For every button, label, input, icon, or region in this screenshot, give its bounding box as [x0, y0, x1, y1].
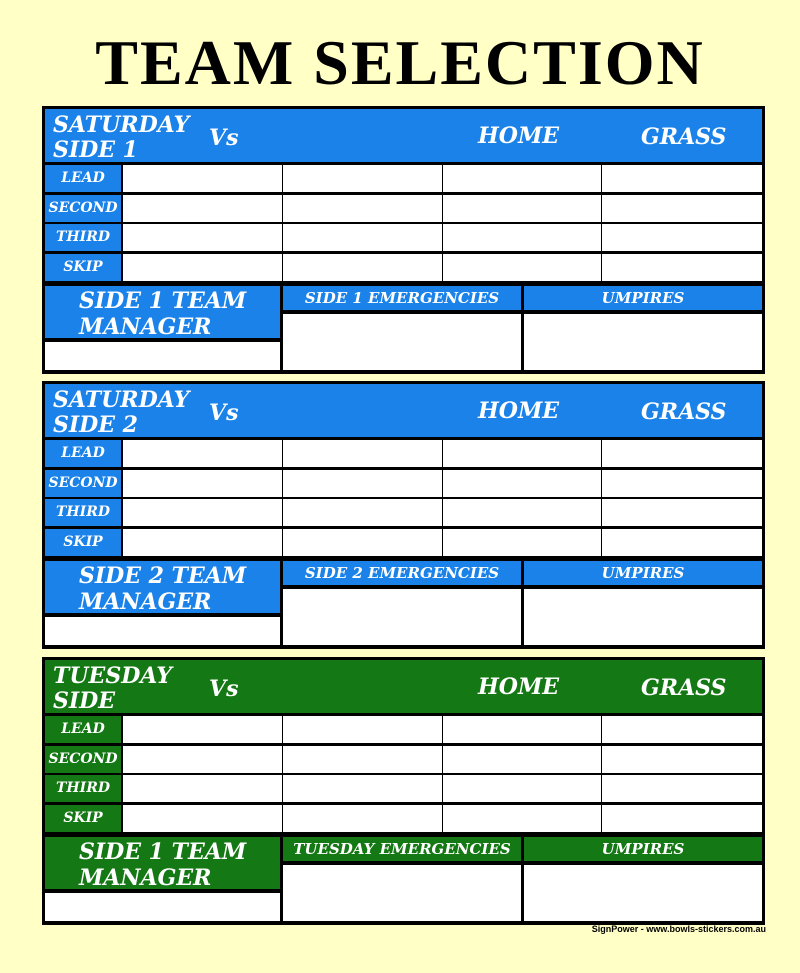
player-name-field[interactable] — [283, 499, 442, 526]
entry-field[interactable] — [45, 893, 280, 921]
player-name-field[interactable] — [602, 716, 762, 743]
panel-header — [45, 109, 762, 162]
player-name-field[interactable] — [602, 775, 762, 802]
umpires-header: UMPIRES — [524, 837, 762, 861]
side-name — [53, 664, 172, 714]
entry-field[interactable] — [45, 617, 280, 645]
page-title: TEAM SELECTION — [95, 27, 705, 98]
player-name-field[interactable] — [123, 746, 282, 773]
entry-field[interactable] — [283, 893, 521, 921]
entry-field[interactable] — [283, 342, 521, 370]
home-label: HOME — [478, 674, 560, 700]
position-label: THIRD — [45, 775, 121, 802]
team-panel — [42, 381, 765, 649]
side-name-line-1: SATURDAY — [53, 387, 190, 413]
entry-field[interactable] — [283, 865, 521, 893]
player-name-field[interactable] — [443, 195, 601, 222]
player-name-field[interactable] — [443, 440, 601, 467]
vs-label: Vs — [209, 400, 239, 426]
side-name-line-2: SIDE 1 — [53, 137, 138, 163]
player-name-field[interactable] — [443, 499, 601, 526]
manager-line-1: SIDE 1 TEAM — [79, 839, 247, 865]
player-name-field[interactable] — [123, 775, 282, 802]
manager-line-2: MANAGER — [79, 589, 212, 615]
position-label: SECOND — [45, 746, 121, 773]
position-label: LEAD — [45, 440, 121, 467]
player-name-field[interactable] — [123, 529, 282, 556]
player-name-field[interactable] — [283, 775, 442, 802]
entry-field[interactable] — [524, 617, 762, 645]
manager-line-2: MANAGER — [79, 865, 212, 891]
player-name-field[interactable] — [602, 254, 762, 281]
player-name-field[interactable] — [123, 499, 282, 526]
home-label: HOME — [478, 123, 560, 149]
team-manager-label — [45, 837, 280, 889]
player-name-field[interactable] — [283, 716, 442, 743]
side-name — [53, 113, 189, 163]
player-name-field[interactable] — [283, 254, 442, 281]
team-panel — [42, 106, 765, 374]
position-label: SECOND — [45, 470, 121, 497]
entry-field[interactable] — [524, 893, 762, 921]
player-name-field[interactable] — [123, 254, 282, 281]
player-name-field[interactable] — [602, 529, 762, 556]
player-name-field[interactable] — [123, 470, 282, 497]
player-name-field[interactable] — [123, 716, 282, 743]
player-name-field[interactable] — [283, 470, 442, 497]
grass-label: GRASS — [641, 675, 727, 701]
player-name-field[interactable] — [443, 254, 601, 281]
position-label: SKIP — [45, 529, 121, 556]
player-name-field[interactable] — [283, 224, 442, 251]
player-name-field[interactable] — [283, 165, 442, 192]
umpires-header: UMPIRES — [524, 286, 762, 310]
umpires-header: UMPIRES — [524, 561, 762, 585]
position-label: SKIP — [45, 254, 121, 281]
entry-field[interactable] — [524, 589, 762, 617]
player-name-field[interactable] — [443, 716, 601, 743]
position-label: THIRD — [45, 224, 121, 251]
player-name-field[interactable] — [443, 224, 601, 251]
player-name-field[interactable] — [283, 746, 442, 773]
player-name-field[interactable] — [283, 529, 442, 556]
player-name-field[interactable] — [602, 224, 762, 251]
player-name-field[interactable] — [443, 805, 601, 832]
player-name-field[interactable] — [283, 805, 442, 832]
player-name-field[interactable] — [123, 805, 282, 832]
player-name-field[interactable] — [123, 195, 282, 222]
player-name-field[interactable] — [602, 805, 762, 832]
side-name-line-2: SIDE — [53, 688, 116, 714]
player-name-field[interactable] — [283, 195, 442, 222]
entry-field[interactable] — [524, 865, 762, 893]
position-label: SECOND — [45, 195, 121, 222]
player-name-field[interactable] — [123, 440, 282, 467]
panel-header — [45, 384, 762, 437]
player-name-field[interactable] — [602, 165, 762, 192]
entry-field[interactable] — [524, 342, 762, 370]
grass-label: GRASS — [641, 399, 727, 425]
entry-field[interactable] — [45, 342, 280, 370]
entry-field[interactable] — [524, 314, 762, 342]
emergencies-header: TUESDAY EMERGENCIES — [283, 837, 521, 861]
vs-label: Vs — [209, 676, 239, 702]
player-name-field[interactable] — [443, 529, 601, 556]
player-name-field[interactable] — [443, 775, 601, 802]
player-name-field[interactable] — [602, 470, 762, 497]
position-label: LEAD — [45, 165, 121, 192]
entry-field[interactable] — [283, 589, 521, 617]
manager-line-1: SIDE 2 TEAM — [79, 563, 247, 589]
emergencies-header: SIDE 1 EMERGENCIES — [283, 286, 521, 310]
grass-label: GRASS — [641, 124, 727, 150]
footer-credit: SignPower - www.bowls-stickers.com.au — [591, 924, 766, 934]
home-label: HOME — [478, 398, 560, 424]
player-name-field[interactable] — [443, 746, 601, 773]
player-name-field[interactable] — [123, 165, 282, 192]
player-name-field[interactable] — [602, 499, 762, 526]
side-name-line-1: SATURDAY — [53, 112, 190, 138]
player-name-field[interactable] — [443, 165, 601, 192]
vs-label: Vs — [209, 125, 239, 151]
manager-line-2: MANAGER — [79, 314, 212, 340]
position-label: SKIP — [45, 805, 121, 832]
side-name-line-2: SIDE 2 — [53, 412, 138, 438]
player-name-field[interactable] — [283, 440, 442, 467]
side-name-line-1: TUESDAY — [53, 663, 172, 689]
player-name-field[interactable] — [443, 470, 601, 497]
side-name — [53, 388, 189, 438]
position-label: THIRD — [45, 499, 121, 526]
manager-line-1: SIDE 1 TEAM — [79, 288, 247, 314]
player-name-field[interactable] — [123, 224, 282, 251]
team-panel — [42, 657, 765, 925]
emergencies-header: SIDE 2 EMERGENCIES — [283, 561, 521, 585]
player-name-field[interactable] — [602, 195, 762, 222]
player-name-field[interactable] — [602, 746, 762, 773]
entry-field[interactable] — [283, 314, 521, 342]
panel-header — [45, 660, 762, 713]
team-manager-label — [45, 286, 280, 338]
entry-field[interactable] — [283, 617, 521, 645]
position-label: LEAD — [45, 716, 121, 743]
team-manager-label — [45, 561, 280, 613]
player-name-field[interactable] — [602, 440, 762, 467]
